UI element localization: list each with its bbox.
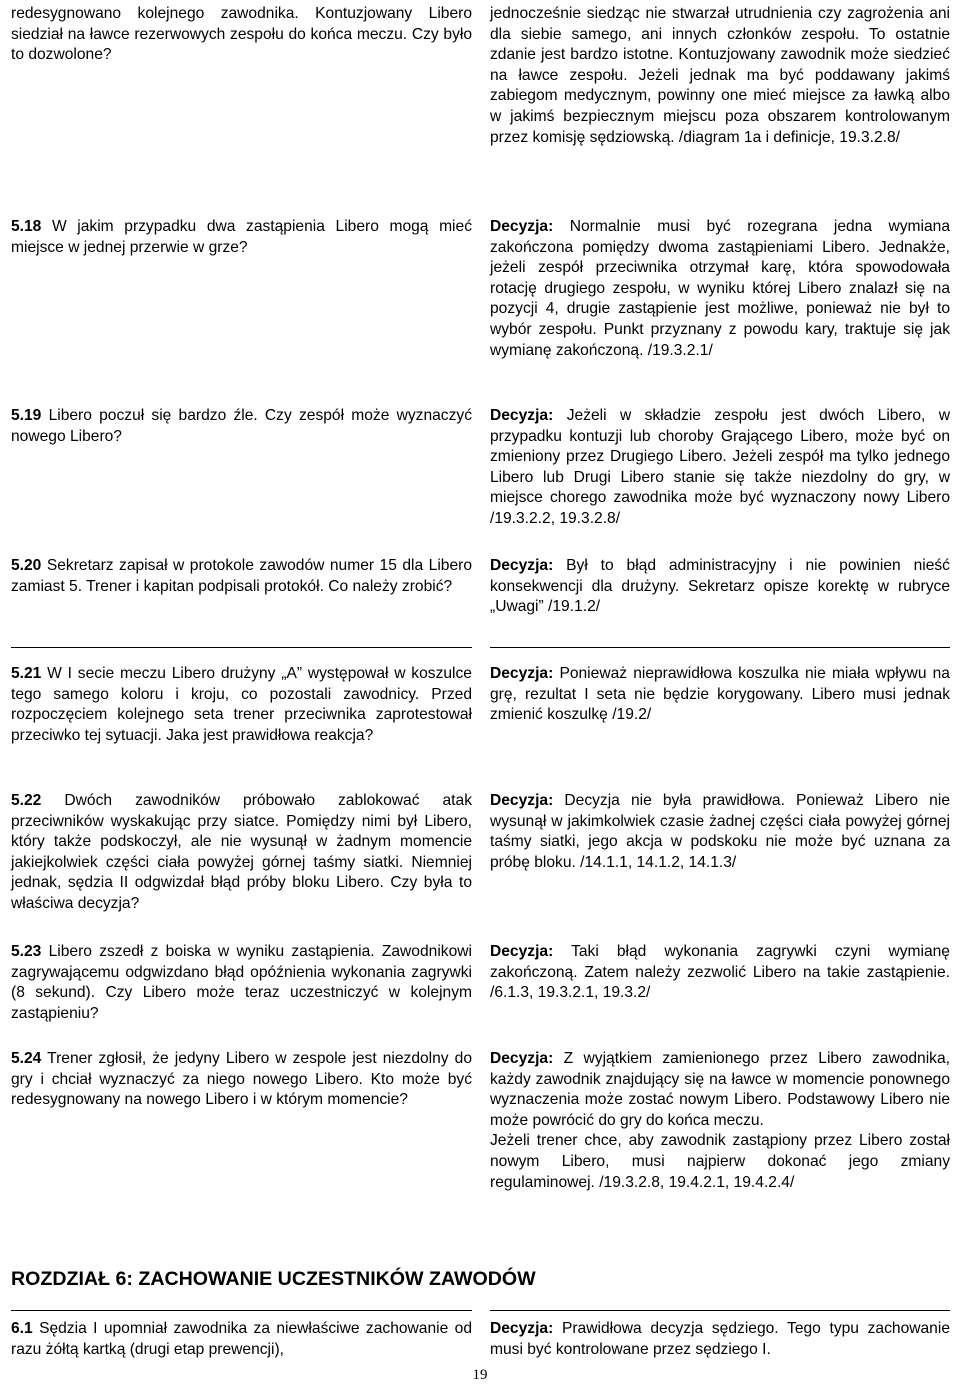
question-5-22 (11, 791, 472, 915)
decision-paragraph-extra: Jeżeli trener chce, aby zawodnik zastąpiony przez Libero został nowym Libero, musi najpierw dokonać jego zmiany regulaminowej. /19.3.2.8, 19.4.2.1, 19.4.2.4/ (490, 1132, 950, 1191)
question-5-18 (11, 217, 472, 258)
question-number: 6.1 (11, 1320, 33, 1337)
decision-text: Jeżeli w składzie zespołu jest dwóch Libero, w przypadku kontuzji lub choroby Grającego Libero, może być on zmieniony przez Drugiego Libero. Jeżeli zespół ma tylko jednego Libero lub Drugi Libero stanie się także niezdolny do gry, w miejsce chorego zawodnika może być wyznaczony nowy Libero /19.3.2.2, 19.3.2.8/ (490, 407, 950, 527)
decision-6-1 (490, 1319, 950, 1360)
question-number: 5.23 (11, 943, 42, 960)
question-number: 5.24 (11, 1050, 42, 1067)
question-continuation (11, 4, 472, 66)
question-6-1 (11, 1319, 472, 1360)
decision-label: Decyzja: (490, 1050, 554, 1067)
divider-right (490, 647, 950, 648)
question-text: Trener zgłosił, że jedyny Libero w zespole jest niezdolny do gry i chciał wyznaczyć za niego nowego Libero. Kto może być redesygnowany na nowego Libero i w którym momencie? (11, 1050, 472, 1109)
divider-left (11, 1310, 472, 1311)
question-5-19 (11, 406, 472, 447)
decision-label: Decyzja: (490, 665, 554, 682)
divider-left (11, 647, 472, 648)
question-text: Dwóch zawodników próbowało zablokować atak przeciwników wyskakując przy siatce. Pomiędzy nimi był Libero, który także podskoczył, ale nie wysunął w żadnym momencie jakiejkolwiek części ciała powyżej górnej taśmy siatki. Niemniej jednak, sędzia II odgwizdał błąd próby bloku Libero. Czy była to właściwa decyzja? (11, 792, 472, 912)
decision-5-24 (490, 1049, 950, 1193)
decision-label: Decyzja: (490, 557, 554, 574)
question-text: redesygnowano kolejnego zawodnika. Kontuzjowany Libero siedział na ławce rezerwowych zespołu do końca meczu. Czy było to dozwolone? (11, 5, 472, 64)
question-text: Sędzia I upomniał zawodnika za niewłaściwe zachowanie od razu żółtą kartką (drugi etap prewencji), (11, 1320, 472, 1358)
decision-5-22 (490, 791, 950, 873)
decision-text: Z wyjątkiem zamienionego przez Libero zawodnika, każdy zawodnik znajdujący się na ławce w momencie ponownego wyznaczenia może zostać nowym Libero. Podstawowy Libero nie może powrócić do gry do końca meczu. (490, 1050, 950, 1129)
chapter-heading: ROZDZIAŁ 6: ZACHOWANIE UCZESTNIKÓW ZAWODÓW (11, 1268, 536, 1290)
question-text: Sekretarz zapisał w protokole zawodów numer 15 dla Libero zamiast 5. Trener i kapitan podpisali protokół. Co należy zrobić? (11, 557, 472, 595)
question-text: W jakim przypadku dwa zastąpienia Libero mogą mieć miejsce w jednej przerwie w grze? (11, 218, 472, 256)
question-number: 5.21 (11, 665, 42, 682)
decision-text: Ponieważ nieprawidłowa koszulka nie miała wpływu na grę, rezultat I seta nie będzie korygowany. Libero musi jednak zmienić koszulkę /19.2/ (490, 665, 950, 724)
page-number: 19 (472, 1367, 488, 1383)
decision-text: Był to błąd administracyjny i nie powinien nieść konsekwencji dla drużyny. Sekretarz opisze korektę w rubryce „Uwagi” /19.1.2/ (490, 557, 950, 616)
question-number: 5.18 (11, 218, 42, 235)
decision-5-21 (490, 664, 950, 726)
decision-label: Decyzja: (490, 218, 554, 235)
question-text: Libero zszedł z boiska w wyniku zastąpienia. Zawodnikowi zagrywającemu odgwizdano błąd opóźnienia wykonania zagrywki (8 sekund). Czy Libero może teraz uczestniczyć w kolejnym zastąpieniu? (11, 943, 472, 1022)
decision-label: Decyzja: (490, 792, 554, 809)
question-number: 5.19 (11, 407, 42, 424)
question-text: Libero poczuł się bardzo źle. Czy zespół może wyznaczyć nowego Libero? (11, 407, 472, 445)
decision-label: Decyzja: (490, 407, 554, 424)
question-5-23 (11, 942, 472, 1024)
decision-text: Decyzja nie była prawidłowa. Ponieważ Libero nie wysunął w jakimkolwiek czasie żadnej części ciała powyżej górnej taśmy siatki, jego akcja w podskoku nie może być uznana za próbę bloku. /14.1.1, 14.1.2, 14.1.3/ (490, 792, 950, 871)
question-5-21 (11, 664, 472, 746)
decision-label: Decyzja: (490, 1320, 554, 1337)
question-5-20 (11, 556, 472, 597)
question-text: W I secie meczu Libero drużyny „A” występował w koszulce tego samego koloru i kroju, co pozostali zawodnicy. Przed rozpoczęciem kolejnego seta trener przeciwnika zaprotestował przeciwko tej sytuacji. Jaka jest prawidłowa reakcja? (11, 665, 472, 744)
decision-text: jednocześnie siedząc nie stwarzał utrudnienia czy zagrożenia ani dla siebie samego, ani innych członków zespołu. To ostatnie zdanie jest bardzo istotne. Kontuzjowany zawodnik może siedzieć na ławce zespołu. Jeżeli jednak ma być poddawany jakimś zabiegom medycznym, powinny one mieć miejsce za ławką albo w jakimś bezpiecznym miejscu poza obszarem kontrolowanym przez komisję sędziowską. /diagram 1a i definicje, 19.3.2.8/ (490, 5, 950, 146)
decision-5-19 (490, 406, 950, 530)
decision-5-23 (490, 942, 950, 1004)
decision-text: Normalnie musi być rozegrana jedna wymiana zakończona pomiędzy dwoma zastąpieniami Libero. Jednakże, jeżeli zespół przeciwnika otrzymał karę, która spowodowała rotację drugiego zespołu, w wyniku której Libero znalazł się na pozycji 4, drugie zastąpienie jest możliwe, ponieważ nie był to wybór zespołu. Punkt przyznany z powodu kary, traktuje się jak wymianę zakończoną. /19.3.2.1/ (490, 218, 950, 359)
question-number: 5.22 (11, 792, 42, 809)
divider-right (490, 1310, 950, 1311)
question-number: 5.20 (11, 557, 42, 574)
decision-continuation (490, 4, 950, 148)
question-5-24 (11, 1049, 472, 1111)
decision-5-20 (490, 556, 950, 618)
decision-text: Taki błąd wykonania zagrywki czyni wymianę zakończoną. Zatem należy zezwolić Libero na takie zastąpienie. /6.1.3, 19.3.2.1, 19.3.2/ (490, 943, 950, 1002)
decision-label: Decyzja: (490, 943, 554, 960)
decision-paragraph (490, 1049, 950, 1131)
decision-5-18 (490, 217, 950, 361)
decision-text: Prawidłowa decyzja sędziego. Tego typu zachowanie musi być kontrolowane przez sędziego I. (490, 1320, 950, 1358)
